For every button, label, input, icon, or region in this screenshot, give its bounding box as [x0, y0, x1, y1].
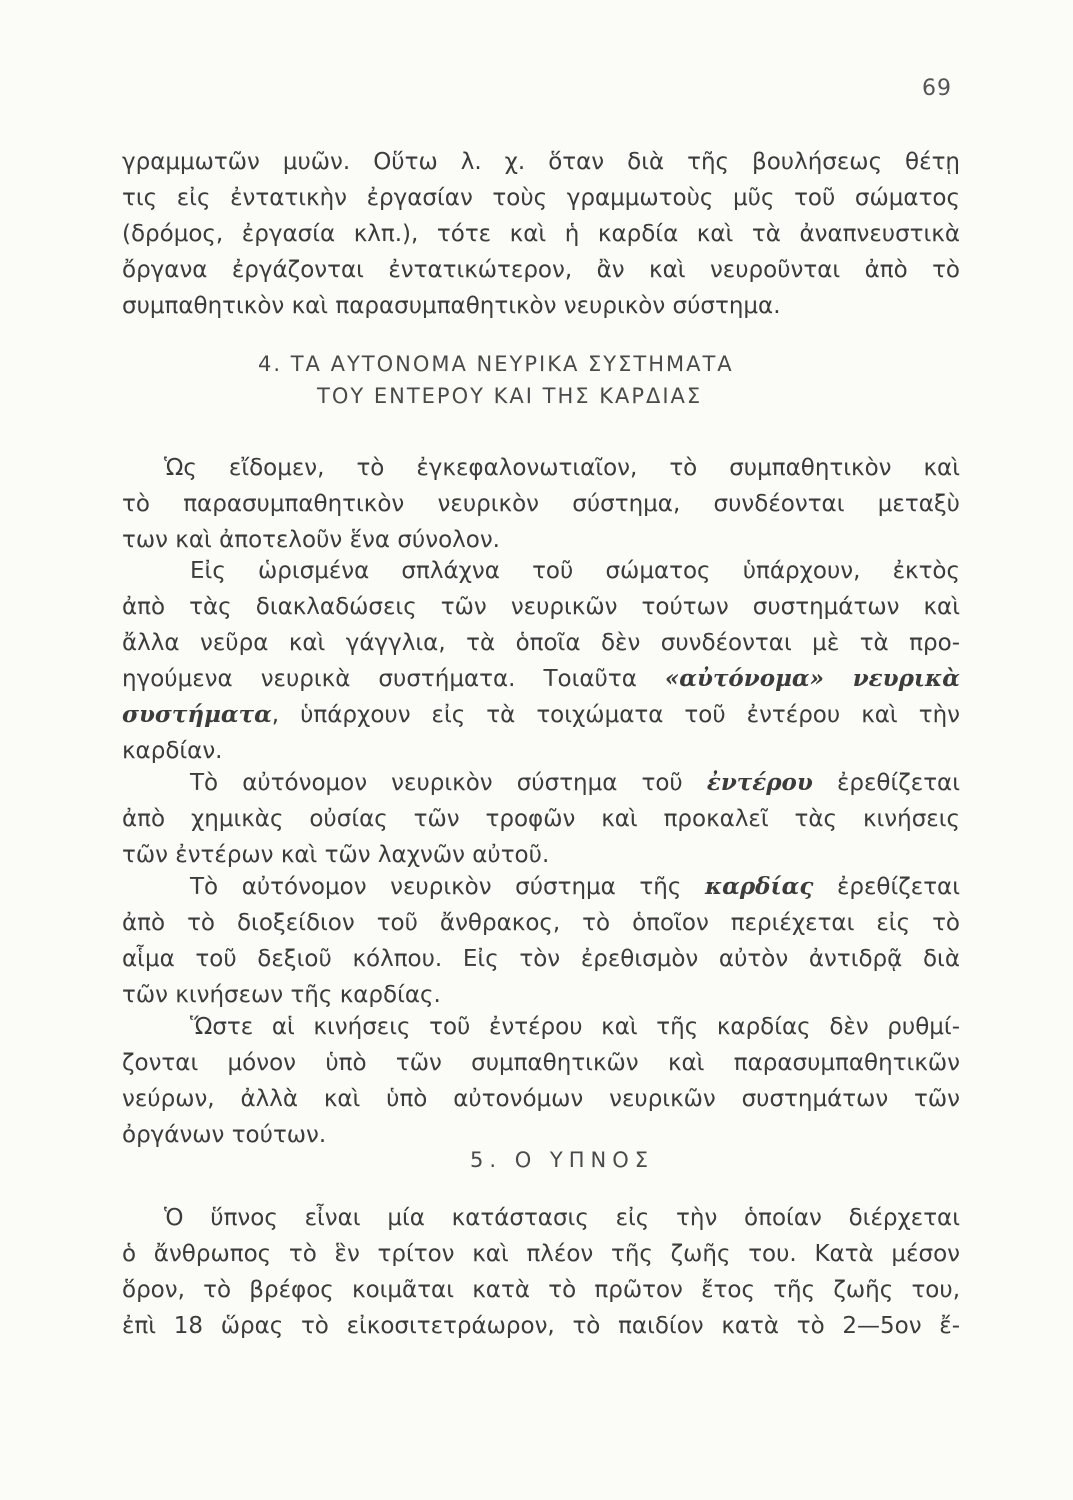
emphasis-text: καρδίας	[704, 873, 814, 900]
text-run: , ὑπάρχουν εἰς τὰ τοιχώματα τοῦ ἐντέρου καὶ τὴν	[271, 702, 960, 728]
text-run: Τὸ αὐτόνομον νευρικὸν σύστημα τοῦ	[190, 770, 707, 796]
text-line: ὁ ἄνθρωπος τὸ ἓν τρίτον καὶ πλέον τῆς ζωῆς του. Κατὰ μέσον	[122, 1241, 960, 1267]
text-line: τῶν κινήσεων τῆς καρδίας.	[122, 982, 441, 1008]
text-line: ἀπὸ τὸ διοξείδιον τοῦ ἄνθρακος, τὸ ὁποῖον περιέχεται εἰς τὸ	[122, 910, 960, 936]
text-line: ζονται μόνον ὑπὸ τῶν συμπαθητικῶν καὶ παρασυμπαθητικῶν	[122, 1050, 960, 1076]
text-line: ἀπὸ τὰς διακλαδώσεις τῶν νευρικῶν τούτων συστημάτων καὶ	[122, 594, 960, 620]
text-line: νεύρων, ἀλλὰ καὶ ὑπὸ αὐτονόμων νευρικῶν συστημάτων τῶν	[122, 1086, 960, 1112]
text-line: Ὁ ὕπνος εἶναι μία κατάστασις εἰς τὴν ὁποίαν διέρχεται	[164, 1205, 960, 1231]
text-line: ὀργάνων τούτων.	[122, 1122, 327, 1148]
text-run: ηγούμενα νευρικὰ συστήματα. Τοιαῦτα	[122, 666, 665, 692]
section-heading: 5. Ο ΥΠΝΟΣ	[470, 1148, 655, 1172]
emphasis-text: ἐντέρου	[706, 769, 813, 796]
text-line: ἀπὸ χημικὰς οὐσίας τῶν τροφῶν καὶ προκαλεῖ τὰς κινήσεις	[122, 806, 960, 832]
text-line	[190, 871, 960, 903]
section-heading: 4. ΤΑ ΑΥΤΟΝΟΜΑ ΝΕΥΡΙΚΑ ΣΥΣΤΗΜΑΤΑ	[258, 352, 734, 376]
text-line: τις εἰς ἐντατικὴν ἐργασίαν τοὺς γραμμωτοὺς μῦς τοῦ σώματος	[122, 185, 960, 211]
text-line: ἄλλα νεῦρα καὶ γάγγλια, τὰ ὁποῖα δὲν συνδέονται μὲ τὰ προ-	[122, 630, 960, 656]
text-run: ἐρεθίζεται	[813, 874, 960, 900]
text-line: ὅρον, τὸ βρέφος κοιμᾶται κατὰ τὸ πρῶτον ἔτος τῆς ζωῆς του,	[122, 1277, 960, 1303]
text-line: Ὡς εἴδομεν, τὸ ἐγκεφαλονωτιαῖον, τὸ συμπαθητικὸν καὶ	[164, 455, 960, 481]
text-line: των καὶ ἀποτελοῦν ἕνα σύνολον.	[122, 527, 500, 553]
text-line: Ὥστε αἱ κινήσεις τοῦ ἐντέρου καὶ τῆς καρδίας δὲν ρυθμί-	[190, 1014, 960, 1040]
emphasis-text: συστήματα	[122, 701, 272, 728]
text-line: τὸ παρασυμπαθητικὸν νευρικὸν σύστημα, συνδέονται μεταξὺ	[122, 491, 960, 517]
text-line	[190, 767, 960, 799]
text-line: ὄργανα ἐργάζονται ἐντατικώτερον, ἂν καὶ νευροῦνται ἀπὸ τὸ	[122, 257, 960, 283]
emphasis-text: «αὐτόνομα» νευρικὰ	[664, 665, 960, 692]
text-run: ἐρεθίζεται	[812, 770, 960, 796]
text-line: συμπαθητικὸν καὶ παρασυμπαθητικὸν νευρικὸν σύστημα.	[122, 293, 781, 319]
text-line: ἐπὶ 18 ὥρας τὸ εἰκοσιτετράωρον, τὸ παιδίον κατὰ τὸ 2—5ον ἔ-	[122, 1313, 960, 1339]
text-line: (δρόμος, ἐργασία κλπ.), τότε καὶ ἡ καρδία καὶ τὰ ἀναπνευστικὰ	[122, 221, 960, 247]
text-line: τῶν ἐντέρων καὶ τῶν λαχνῶν αὐτοῦ.	[122, 842, 550, 868]
text-line: γραμμωτῶν μυῶν. Οὕτω λ. χ. ὅταν διὰ τῆς βουλήσεως θέτῃ	[122, 149, 960, 175]
section-heading-line2: ΤΟΥ ΕΝΤΕΡΟΥ ΚΑΙ ΤΗΣ ΚΑΡΔΙΑΣ	[317, 384, 703, 408]
page-number: 69	[922, 76, 952, 101]
text-line	[122, 663, 960, 695]
text-run: Τὸ αὐτόνομον νευρικὸν σύστημα τῆς	[190, 874, 705, 900]
text-line: αἷμα τοῦ δεξιοῦ κόλπου. Εἰς τὸν ἐρεθισμὸν αὐτὸν ἀντιδρᾷ διὰ	[122, 946, 960, 972]
text-line: Εἰς ὡρισμένα σπλάχνα τοῦ σώματος ὑπάρχουν, ἐκτὸς	[190, 558, 960, 584]
text-line	[122, 699, 960, 731]
text-line: καρδίαν.	[122, 738, 223, 764]
